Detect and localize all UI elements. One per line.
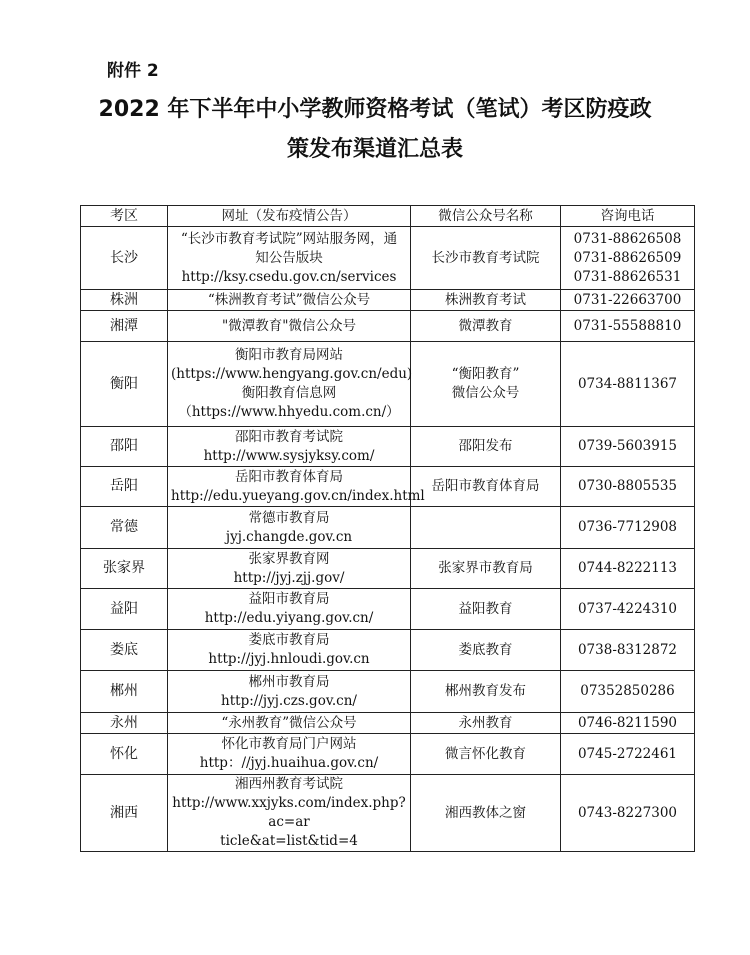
header-website: 网址（发布疫情公告）: [168, 206, 411, 227]
website-cell-line: http://jyj.czs.gov.cn/: [221, 692, 357, 709]
wechat-cell: [411, 342, 561, 427]
phone-cell: [561, 311, 695, 342]
document-title-line1: 2022 年下半年中小学教师资格考试（笔试）考区防疫政: [98, 97, 652, 122]
wechat-cell-line: 郴州教育发布: [445, 683, 526, 699]
wechat-cell: [411, 290, 561, 311]
website-cell-line: 湘西州教育考试院: [235, 776, 343, 792]
wechat-cell-line: “衡阳教育”: [451, 366, 520, 382]
table-row: [81, 671, 695, 713]
wechat-cell-line: 长沙市教育考试院: [431, 249, 540, 266]
website-cell: [168, 427, 411, 467]
phone-cell: [561, 589, 695, 630]
phone-cell: [561, 342, 695, 427]
website-cell: [168, 775, 411, 852]
region-cell: 郴州: [81, 671, 168, 713]
wechat-cell: [411, 427, 561, 467]
wechat-cell: [411, 507, 561, 549]
header-phone: 咨询电话: [561, 206, 695, 227]
website-cell: [168, 734, 411, 775]
website-cell: [168, 507, 411, 549]
wechat-cell-line: 株洲教育考试: [445, 291, 526, 308]
region-cell: 岳阳: [81, 467, 168, 507]
website-cell-line: 郴州市教育局: [248, 673, 330, 690]
table-row: [81, 775, 695, 852]
wechat-cell-line: 微信公众号: [451, 385, 520, 401]
phone-cell: [561, 630, 695, 671]
website-cell-line: "微潭教育"微信公众号: [222, 317, 356, 334]
table-row: [81, 630, 695, 671]
website-cell-line: 娄底市教育局: [248, 632, 330, 648]
region-cell: 益阳: [81, 589, 168, 630]
wechat-cell: [411, 467, 561, 507]
wechat-cell-line: 微言怀化教育: [445, 745, 526, 762]
website-cell-line: (https://www.hengyang.gov.cn/edu): [171, 366, 413, 382]
website-cell: [168, 290, 411, 311]
website-cell-line: http://www.xxjyks.com/index.php?ac=ar: [172, 795, 406, 830]
phone-cell: [561, 507, 695, 549]
wechat-cell: [411, 734, 561, 775]
website-cell-line: http：//jyj.huaihua.gov.cn/: [199, 755, 379, 771]
website-cell-line: http://www.sysjyksy.com/: [203, 447, 375, 464]
wechat-cell-line: 岳阳市教育体育局: [431, 478, 540, 494]
phone-cell: [561, 467, 695, 507]
table-row: [81, 311, 695, 342]
website-cell-line: http://edu.yiyang.gov.cn/: [204, 610, 374, 626]
wechat-cell-line: 娄底教育: [458, 641, 513, 658]
wechat-cell: [411, 549, 561, 589]
website-cell: [168, 630, 411, 671]
region-cell: 怀化: [81, 734, 168, 775]
website-cell-line: 岳阳市教育体育局: [235, 468, 343, 485]
wechat-cell-line: 微潭教育: [458, 317, 513, 334]
phone-cell-line: 0731-22663700: [573, 291, 682, 308]
phone-cell-line: 0746-8211590: [577, 714, 678, 731]
phone-cell-line: 0744-8222113: [577, 560, 678, 576]
phone-cell: [561, 427, 695, 467]
website-cell-line: ticle&at=list&tid=4: [220, 833, 358, 849]
document-title-line2: 策发布渠道汇总表: [286, 137, 463, 162]
wechat-cell-line: 益阳教育: [458, 600, 513, 617]
website-cell-line: 衡阳教育信息网: [241, 385, 337, 401]
header-wechat: 微信公众号名称: [411, 206, 561, 227]
region-cell: 张家界: [81, 549, 168, 589]
region-cell: 常德: [81, 507, 168, 549]
website-cell-line: （https://www.hhyedu.com.cn/）: [178, 404, 400, 420]
table-row: [81, 342, 695, 427]
table-row: [81, 589, 695, 630]
phone-cell: [561, 713, 695, 734]
wechat-cell: [411, 630, 561, 671]
wechat-cell-line: 邵阳发布: [458, 438, 513, 454]
region-cell: 长沙: [81, 227, 168, 290]
phone-cell-line: 0738-8312872: [577, 641, 678, 658]
region-cell: 永州: [81, 713, 168, 734]
website-cell-line: 知公告版块: [255, 249, 323, 266]
phone-cell-line: 0731-88626531: [573, 268, 682, 285]
region-cell: 衡阳: [81, 342, 168, 427]
table-row: [81, 427, 695, 467]
website-cell: [168, 589, 411, 630]
website-cell-line: http://jyj.hnloudi.gov.cn: [208, 651, 370, 667]
website-cell-line: 常德市教育局: [248, 509, 330, 526]
phone-cell: [561, 227, 695, 290]
region-cell: 株洲: [81, 290, 168, 311]
phone-cell: [561, 290, 695, 311]
website-cell-line: “长沙市教育考试院”网站服务网，通: [180, 230, 398, 247]
wechat-cell: [411, 589, 561, 630]
table-row: [81, 507, 695, 549]
website-cell-line: 怀化市教育局门户网站: [221, 736, 357, 752]
wechat-cell: [411, 713, 561, 734]
phone-cell-line: 0731-88626508: [573, 230, 682, 247]
phone-cell-line: 0731-88626509: [573, 249, 682, 266]
table-row: [81, 549, 695, 589]
website-cell-line: http://ksy.csedu.gov.cn/services: [181, 268, 397, 285]
region-cell: 湘西: [81, 775, 168, 852]
table-row: [81, 734, 695, 775]
phone-cell-line: 0745-2722461: [577, 745, 678, 762]
region-cell: 娄底: [81, 630, 168, 671]
phone-cell-line: 0731-55588810: [573, 317, 682, 334]
wechat-cell-line: 张家界市教育局: [438, 560, 533, 576]
table-row: [81, 467, 695, 507]
phone-cell-line: 0736-7712908: [577, 519, 678, 535]
phone-cell: [561, 775, 695, 852]
website-cell-line: “永州教育”微信公众号: [221, 714, 357, 731]
region-cell: 邵阳: [81, 427, 168, 467]
region-cell: 湘潭: [81, 311, 168, 342]
website-cell: [168, 227, 411, 290]
website-cell: [168, 671, 411, 713]
wechat-cell: [411, 227, 561, 290]
phone-cell: [561, 549, 695, 589]
website-cell-line: 衡阳市教育局网站: [235, 347, 343, 363]
phone-cell-line: 0734-8811367: [577, 375, 678, 392]
website-cell-line: “株洲教育考试”微信公众号: [207, 291, 371, 308]
table-body: [81, 227, 695, 852]
wechat-cell-line: 永州教育: [458, 714, 513, 731]
website-cell-line: http://edu.yueyang.gov.cn/index.html: [171, 487, 425, 504]
table-row: [81, 227, 695, 290]
website-cell-line: 邵阳市教育考试院: [235, 428, 343, 445]
website-cell-line: http://jyj.zjj.gov/: [233, 569, 345, 586]
phone-cell-line: 0737-4224310: [577, 600, 678, 617]
website-cell: [168, 549, 411, 589]
phone-cell: [561, 671, 695, 713]
wechat-cell-line: 湘西教体之窗: [445, 804, 526, 821]
phone-cell-line: 0743-8227300: [577, 804, 678, 821]
phone-cell-line: 0739-5603915: [577, 438, 678, 454]
phone-cell-line: 07352850286: [580, 683, 675, 699]
website-cell-line: 益阳市教育局: [248, 591, 330, 607]
table-header-row: [81, 206, 695, 227]
attachment-label: 附件 2: [107, 61, 159, 81]
website-cell: [168, 342, 411, 427]
wechat-cell: [411, 671, 561, 713]
phone-cell-line: 0730-8805535: [577, 478, 678, 494]
table-row: [81, 290, 695, 311]
header-region: 考区: [81, 206, 168, 227]
table-row: [81, 713, 695, 734]
website-cell: [168, 467, 425, 507]
website-cell-line: jyj.changde.gov.cn: [225, 528, 353, 545]
website-cell-line: 张家界教育网: [248, 550, 330, 567]
epidemic-policy-table: [80, 205, 695, 852]
website-cell: [168, 311, 411, 342]
wechat-cell: [411, 775, 561, 852]
website-cell: [168, 713, 411, 734]
phone-cell: [561, 734, 695, 775]
wechat-cell: [411, 311, 561, 342]
